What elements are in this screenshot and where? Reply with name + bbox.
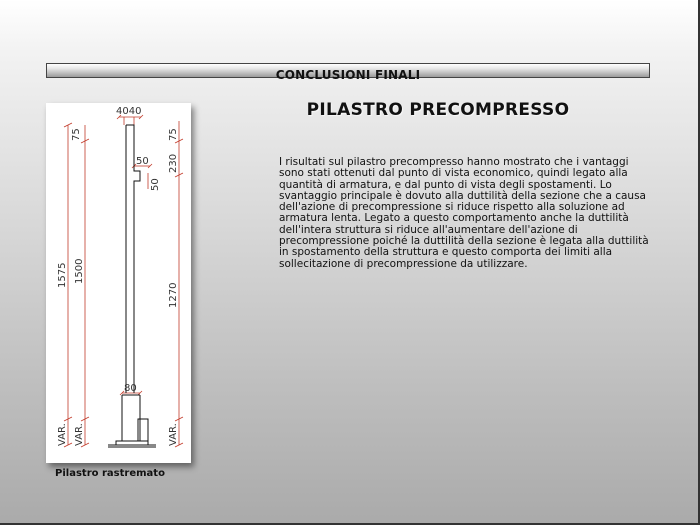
label-top-width: 4040 <box>116 106 142 117</box>
label-h1270: 1270 <box>168 282 179 308</box>
label-var-2: VAR. <box>74 423 85 446</box>
label-h1500: 1500 <box>74 258 85 284</box>
header-bar <box>46 63 650 82</box>
slide-body-text: I risultati sul pilastro precompresso hanno mostrato che i vantaggi sono stati ottenuti dal punto di vista economico, quindi legato alla quantità di armatura, e dal punto di vista degli spostamenti. Lo svantaggio principale è dovuto alla duttilità della sezione che a causa dell'azione di precompressione si riduce rispetto alla soluzione ad armatura lenta. Legato a questo comportamento anche la duttilità dell'intera struttura si riduce all'aumentare dell'azione di precompressione poiché la duttilità della sezione è legata alla duttilità in spostamento della struttura e questo comporta dei limiti alla sollecitazione di precompressione da utilizzare. <box>279 156 649 270</box>
label-h1575: 1575 <box>57 262 68 288</box>
label-h230: 230 <box>168 153 179 173</box>
label-h75-right: 75 <box>168 128 179 141</box>
label-var-1: VAR. <box>57 423 68 446</box>
drawing-caption: Pilastro rastremato <box>55 468 165 479</box>
slide-title: PILASTRO PRECOMPRESSO <box>306 100 570 120</box>
label-h50: 50 <box>150 178 161 191</box>
header-title: CONCLUSIONI FINALI <box>275 68 421 82</box>
label-w80: 80 <box>124 383 137 394</box>
label-h75-left: 75 <box>71 128 82 141</box>
column-drawing-svg <box>46 103 191 463</box>
label-w50: 50 <box>136 156 149 167</box>
dimension-labels <box>57 106 179 446</box>
label-var-3: VAR. <box>168 423 179 446</box>
column-drawing <box>46 103 191 463</box>
column-outline <box>108 125 156 447</box>
